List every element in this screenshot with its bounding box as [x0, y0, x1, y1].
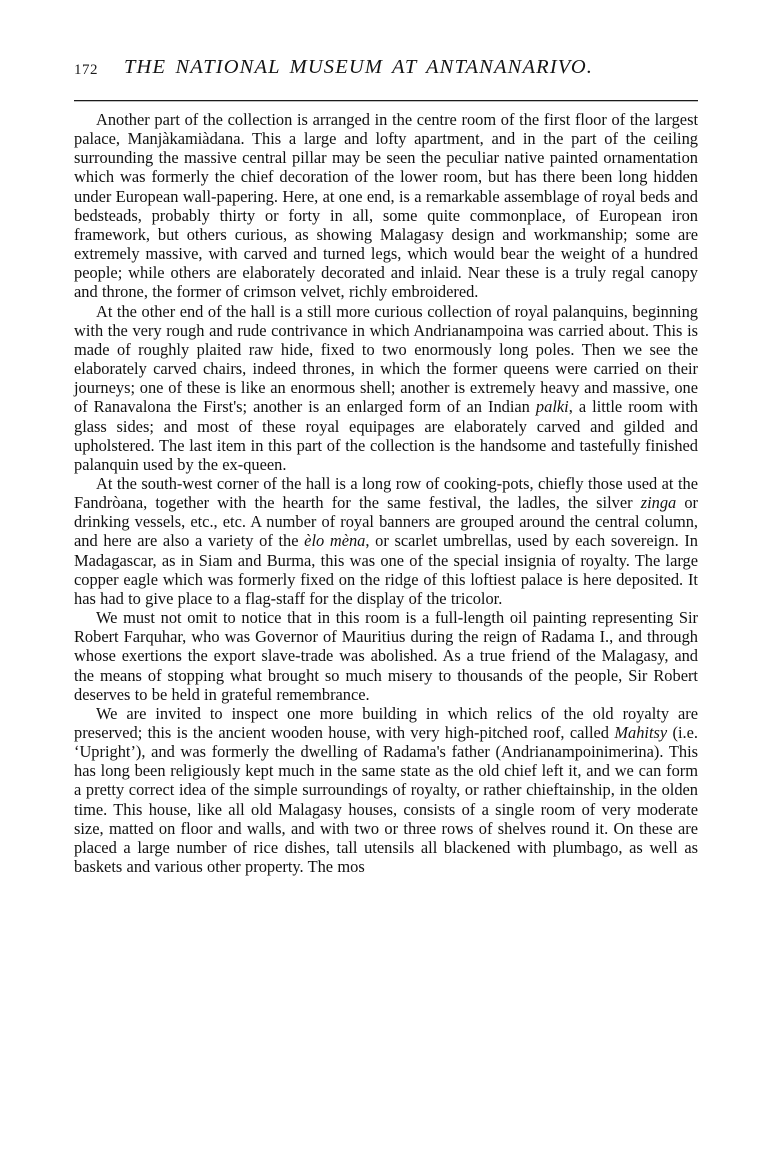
paragraph: We must not omit to notice that in this room is a full-length oil painting representing Sir Robert Farquhar, who was Governor of Mauritius during the reign of Radama I., and through whose exertions the export slave-trade was abolished. As a true friend of the Malagasy, and the means of stopping what brought so much misery to thousands of the people, Sir Robert deserves to be held in grateful remembrance. — [74, 608, 698, 704]
paragraph: Another part of the collection is arranged in the centre room of the first floor of the largest palace, Manjàkamiàdana. This a large and lofty apartment, and in the part of the ceiling surrounding the massive central pillar may be seen the peculiar native painted ornamentation which was formerly the chief decoration of the lower room, but has there been long hidden under European wall-papering. Here, at one end, is a remarkable assemblage of royal beds and bedsteads, probably thirty or forty in all, some quite commonplace, of European iron framework, but others curious, as showing Malagasy design and workmanship; some are extremely massive, with carved and turned legs, which would bear the weight of a hundred people; while others are elaborately decorated and inlaid. Near these is a truly regal canopy and throne, the former of crimson velvet, richly embroidered. — [74, 110, 698, 302]
running-head — [74, 56, 697, 86]
running-head-title: THE NATIONAL MUSEUM AT ANTANANARIVO. — [124, 56, 594, 78]
paragraph: At the other end of the hall is a still more curious collection of royal palanquins, beginning with the very rough and rude contrivance in which Andrianampoina was carried about. This is made of roughly plaited raw hide, fixed to two enormously long poles. Then we see the elaborately carved chairs, indeed thrones, in which the former queens were carried on their journeys; one of these is like an enormous shell; another is extremely heavy and massive, one of Ranavalona the First's; another is an enlarged form of an Indian palki, a little room with glass sides; and most of these royal equipages are elaborately carved and gilded and upholstered. The last item in this part of the collection is the handsome and tastefully finished palanquin used by the ex-queen. — [74, 301, 698, 474]
paragraph: At the south-west corner of the hall is a long row of cooking-pots, chiefly those used at the Fandròana, together with the hearth for the same festival, the ladles, the silver zinga or drinking vessels, etc., etc. A number of royal banners are grouped around the central column, and here are also a variety of the èlo mèna, or scarlet umbrellas, used by each sovereign. In Madagascar, as in Siam and Burma, this was one of the special insignia of royalty. The large copper eagle which was formerly fixed on the ridge of this loftiest palace is here deposited. It has had to give place to a flag-staff for the display of the tricolor. — [74, 473, 699, 608]
paragraph: We are invited to inspect one more building in which relics of the old royalty are preserved; this is the ancient wooden house, with very high-pitched roof, called Mahitsy (i.e. ‘Upright’), and was formerly the dwelling of Radama's father (Andrianampoinimerina). This has long been religiously kept much in the same state as the old chief left it, and we can form a pretty correct idea of the simple surroundings of royalty, or rather chieftainship, in the olden time. This house, like all old Malagasy houses, consists of a single room of very moderate size, matted on floor and walls, and with two or three rows of shelves round it. On these are placed a large number of rice dishes, tall utensils all blackened with plumbago, as well as baskets and various other property. The mos — [74, 703, 698, 877]
body-text-block — [74, 110, 698, 876]
page-folio-number: 172 — [74, 62, 98, 78]
header-divider-rule — [74, 100, 698, 101]
